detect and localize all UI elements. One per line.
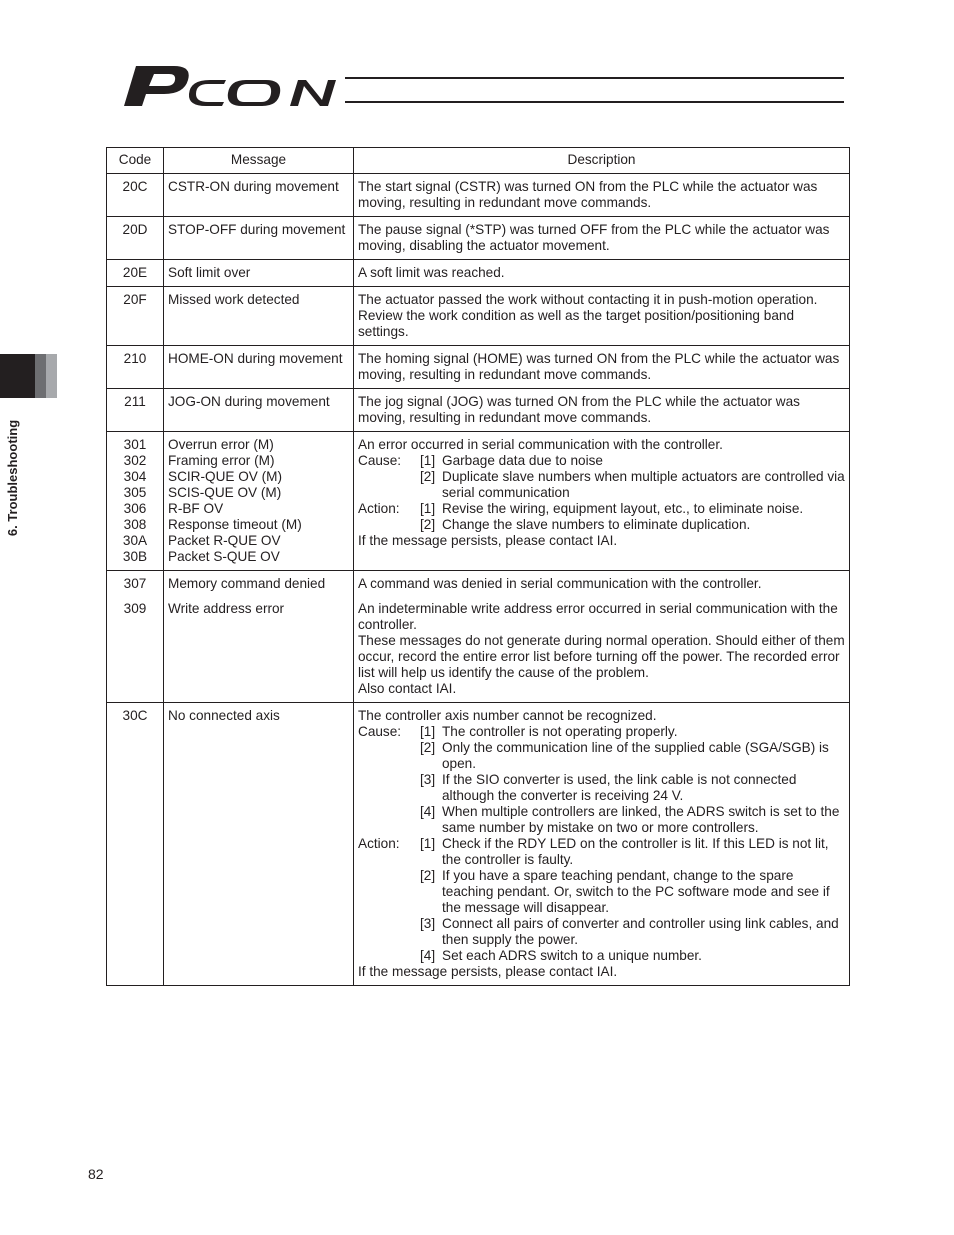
item-number: [4] xyxy=(420,804,436,819)
message-value: Memory command denied xyxy=(168,576,326,591)
description-outro: If the message persists, please contact IAI. xyxy=(358,964,618,979)
item-number: [3] xyxy=(420,916,436,931)
code-value: 302 xyxy=(123,453,147,468)
code-value: 301 xyxy=(123,437,147,452)
item-number: [1] xyxy=(420,836,436,851)
description-intro: An error occurred in serial communication with the controller. xyxy=(358,437,723,452)
message-value: Overrun error (M) xyxy=(168,437,274,452)
item-number: [2] xyxy=(420,469,436,484)
description-cell: The start signal (CSTR) was turned ON from the PLC while the actuator was moving, resulting in redundant move commands. xyxy=(354,174,850,217)
code-value: 305 xyxy=(123,485,147,500)
description-cell: The jog signal (JOG) was turned ON from the PLC while the actuator was moving, resulting in redundant move commands. xyxy=(354,389,850,432)
item-text: Revise the wiring, equipment layout, etc., to eliminate noise. xyxy=(442,501,804,516)
description-text: These messages do not generate during normal operation. Should either of them occur, record the entire error list before turning off the power. The recorded error list will help us identify the cause of the problem. xyxy=(358,633,845,680)
message-cell: STOP-OFF during movement xyxy=(164,217,354,260)
description-text: An indeterminable write address error occurred in serial communication with the controller. xyxy=(358,601,838,632)
item-text: If the SIO converter is used, the link cable is not connected although the converter is receiving 24 V. xyxy=(442,772,797,803)
description-cell: The homing signal (HOME) was turned ON from the PLC while the actuator was moving, resulting in redundant move commands. xyxy=(354,346,850,389)
description-cell xyxy=(354,703,850,986)
code-cell: 20C xyxy=(107,174,164,217)
item-number: [1] xyxy=(420,501,436,516)
message-value: R-BF OV xyxy=(168,501,224,516)
message-cell: Missed work detected xyxy=(164,287,354,346)
code-cell: 210 xyxy=(107,346,164,389)
description-intro: The controller axis number cannot be recognized. xyxy=(358,708,657,723)
item-text: If you have a spare teaching pendant, change to the spare teaching pendant. Or, switch to the PC software mode and see if the message will disappear. xyxy=(442,868,830,915)
code-value: 307 xyxy=(123,576,147,591)
chapter-tab-dark xyxy=(0,354,35,398)
code-cell: 30C xyxy=(107,703,164,986)
code-value: 306 xyxy=(123,501,147,516)
item-number: [3] xyxy=(420,772,436,787)
item-number: [1] xyxy=(420,724,436,739)
description-cell xyxy=(354,571,850,703)
table-row xyxy=(107,346,850,389)
table-header-row xyxy=(107,148,850,174)
header-message: Message xyxy=(164,148,354,174)
table-row xyxy=(107,174,850,217)
table-row xyxy=(107,287,850,346)
description-cell: A soft limit was reached. xyxy=(354,260,850,287)
code-cell: 20E xyxy=(107,260,164,287)
table-row xyxy=(107,260,850,287)
description-text: A command was denied in serial communication with the controller. xyxy=(358,576,762,591)
message-value: SCIR-QUE OV (M) xyxy=(168,469,283,484)
table-row xyxy=(107,432,850,571)
chapter-tab-light xyxy=(46,354,57,398)
error-code-table xyxy=(106,147,850,986)
table-row xyxy=(107,217,850,260)
code-value: 304 xyxy=(123,469,147,484)
header-rule-bottom xyxy=(345,101,844,103)
table-row xyxy=(107,571,850,703)
table-row xyxy=(107,703,850,986)
message-value: Framing error (M) xyxy=(168,453,275,468)
message-value: Packet R-QUE OV xyxy=(168,533,281,548)
message-cell: HOME-ON during movement xyxy=(164,346,354,389)
cause-list xyxy=(358,724,845,964)
message-value: Response timeout (M) xyxy=(168,517,302,532)
message-cell: JOG-ON during movement xyxy=(164,389,354,432)
item-number: [1] xyxy=(420,453,436,468)
message-cell xyxy=(164,571,354,703)
action-label: Action: xyxy=(358,836,400,851)
code-cell: 211 xyxy=(107,389,164,432)
header-description: Description xyxy=(354,148,850,174)
action-label: Action: xyxy=(358,501,400,516)
message-cell xyxy=(164,432,354,571)
item-number: [2] xyxy=(420,868,436,883)
cause-list xyxy=(358,453,845,533)
item-text: Connect all pairs of converter and controller using link cables, and then supply the power. xyxy=(442,916,839,947)
description-text: Also contact IAI. xyxy=(358,681,457,696)
item-text: Check if the RDY LED on the controller is lit. If this LED is not lit, the controller is faulty. xyxy=(442,836,829,867)
chapter-tab-mid xyxy=(35,354,46,398)
header-rule-top xyxy=(345,77,844,79)
item-text: Change the slave numbers to eliminate duplication. xyxy=(442,517,751,532)
code-value: 308 xyxy=(123,517,147,532)
code-value: 30B xyxy=(122,549,148,564)
code-cell xyxy=(107,432,164,571)
code-cell xyxy=(107,571,164,703)
item-number: [4] xyxy=(420,948,436,963)
description-cell: The pause signal (*STP) was turned OFF from the PLC while the actuator was moving, disabling the actuator movement. xyxy=(354,217,850,260)
page-number: 82 xyxy=(88,1166,104,1182)
item-number: [2] xyxy=(420,740,436,755)
description-outro: If the message persists, please contact IAI. xyxy=(358,533,618,548)
cause-label: Cause: xyxy=(358,453,402,468)
pcon-logo xyxy=(116,62,346,108)
item-text: Only the communication line of the supplied cable (SGA/SGB) is open. xyxy=(442,740,829,771)
code-value: 30A xyxy=(122,533,148,548)
message-value: SCIS-QUE OV (M) xyxy=(168,485,282,500)
cause-label: Cause: xyxy=(358,724,402,739)
item-number: [2] xyxy=(420,517,436,532)
header-code: Code xyxy=(107,148,164,174)
item-text: Set each ADRS switch to a unique number. xyxy=(442,948,702,963)
description-cell: The actuator passed the work without contacting it in push-motion operation. Review the work condition as well as the target position/positioning band settings. xyxy=(354,287,850,346)
message-cell: CSTR-ON during movement xyxy=(164,174,354,217)
item-text: When multiple controllers are linked, the ADRS switch is set to the same number by mistake on two or more controllers. xyxy=(442,804,840,835)
item-text: Duplicate slave numbers when multiple actuators are controlled via serial communication xyxy=(442,469,845,500)
table-row xyxy=(107,389,850,432)
item-text: The controller is not operating properly. xyxy=(442,724,678,739)
description-cell xyxy=(354,432,850,571)
item-text: Garbage data due to noise xyxy=(442,453,603,468)
message-value: Write address error xyxy=(168,601,285,616)
message-cell: No connected axis xyxy=(164,703,354,986)
message-value: Packet S-QUE OV xyxy=(168,549,280,564)
message-cell: Soft limit over xyxy=(164,260,354,287)
code-cell: 20F xyxy=(107,287,164,346)
code-cell: 20D xyxy=(107,217,164,260)
code-value: 309 xyxy=(123,601,147,616)
chapter-label: 6. Troubleshooting xyxy=(5,419,20,537)
